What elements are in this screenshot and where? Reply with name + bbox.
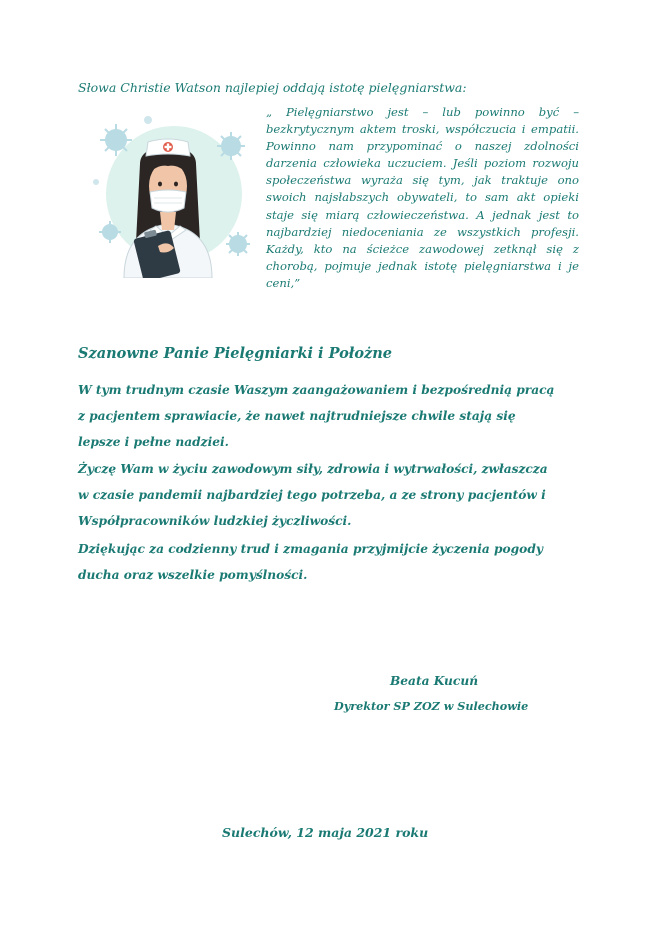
body-paragraph: Życzę Wam w życiu zawodowym siły, zdrowia i wytrwałości, zwłaszcza w czasie pandemii najbardziej tego potrzeba, a ze strony pacjentów i Współpracowników ludzkiej życzliwości. (78, 462, 548, 528)
eye (158, 182, 162, 187)
eye (174, 182, 178, 187)
date-line: Sulechów, 12 maja 2021 roku (222, 825, 429, 840)
body-paragraph: Dziękując za codzienny trud i zmagania przyjmijcie życzenia pogody ducha oraz wszelkie pomyślności. (78, 542, 543, 582)
signature-title: Dyrektor SP ZOZ w Sulechowie (334, 699, 529, 713)
body-paragraph: W tym trudnym czasie Waszym zaangażowaniem i bezpośrednią pracą z pacjentem sprawiacie, że nawet najtrudniejsze chwile stają się lepsze i pełne nadziei. (78, 383, 555, 449)
nurse-illustration (88, 112, 254, 278)
quote-text: „ Pielęgniarstwo jest – lub powinno być – bezkrytycznym aktem troski, współczucia i empatii. Powinno nam przypominać o naszej zdolności darzenia człowieka uczuciem. Jeśli poziom rozwoju społeczeństwa wyraża się tym, jak traktuje ono swoich najsłabszych obywateli, to sam akt opieki staje się miarą człowieczeństwa. A jednak jest to najbardziej niedoceniania ze wszystkich profesji. Każdy, kto na ścieżce zawodowej zetknął się z chorobą, pojmuje jednak istotę pielęgniarstwa i je ceni,” (266, 105, 579, 290)
virus-icon (226, 232, 250, 256)
greeting-heading: Szanowne Panie Pielęgniarki i Położne (78, 345, 393, 362)
face-mask (150, 190, 186, 212)
cross-icon (163, 142, 173, 152)
virus-icon (217, 132, 245, 160)
signature-name: Beata Kucuń (390, 674, 479, 688)
neck (160, 212, 176, 230)
intro-text: Słowa Christie Watson najlepiej oddają istotę pielęgniarstwa: (78, 80, 467, 95)
